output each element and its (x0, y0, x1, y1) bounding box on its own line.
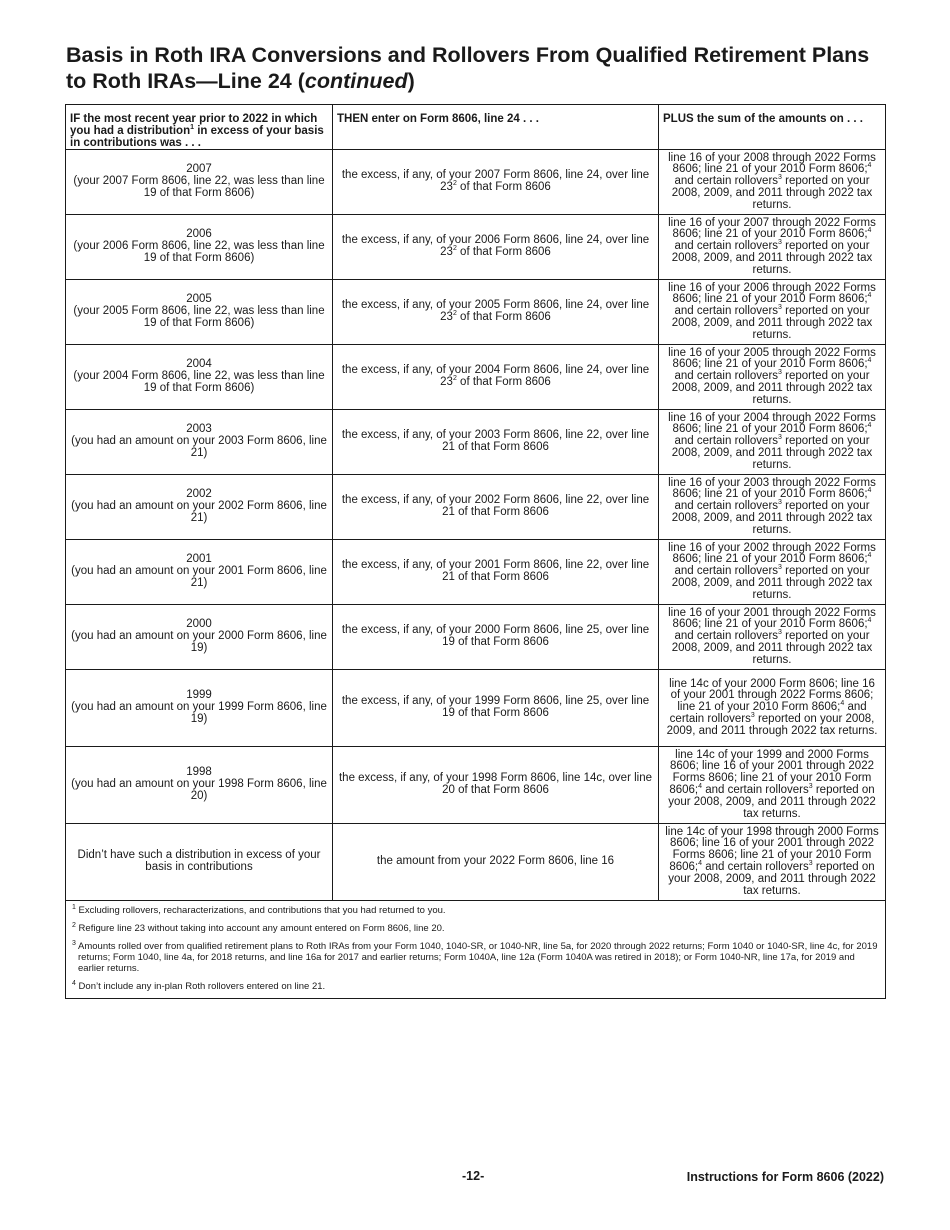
plus-text-c: reported on your 2008, 2009, and 2011 through 2022 tax returns. (666, 712, 878, 737)
plus-cell (659, 670, 886, 747)
condition-text: (you had an amount on your 1999 Form 8606, line 19) (71, 701, 327, 725)
plus-text-b: and certain rollovers (702, 784, 809, 796)
plus-text-b: and certain rollovers (674, 630, 779, 643)
header-if-text-a: IF the most recent year prior to 2022 in which you had a distribution (70, 113, 318, 137)
page-title (66, 42, 896, 94)
plus-text-a: line 16 of your 2008 through 2022 Forms 8606; line 21 of your 2010 Form 8606; (668, 151, 876, 176)
plus-text-b: and certain rollovers (669, 701, 867, 725)
plus-text-b: and certain rollovers (674, 240, 779, 253)
table-row (66, 280, 886, 345)
header-plus-column: PLUS the sum of the amounts on . . . (659, 105, 886, 150)
header-if-column (66, 105, 333, 150)
then-cell (333, 670, 659, 747)
plus-text-b: and certain rollovers (702, 861, 809, 873)
condition-text: (you had an amount on your 2002 Form 8606, line 21) (71, 500, 327, 524)
table-header-row (66, 105, 886, 150)
footnote-ref: 3 (778, 499, 782, 507)
then-cell (333, 475, 659, 540)
plus-cell (659, 824, 886, 901)
plus-cell (659, 605, 886, 670)
title-line1: Basis in Roth IRA Conversions and Rollovers From Qualified Retirement Plans (66, 43, 870, 67)
footnote-text: Refigure line 23 without taking into account any amount entered on Form 8606, line 20. (75, 923, 445, 934)
title-line2-italic: continued (304, 69, 408, 93)
year: 2002 (186, 488, 212, 501)
condition-text: (you had an amount on your 2003 Form 8606, line 21) (71, 435, 327, 459)
year: 2001 (186, 553, 212, 566)
if-cell (66, 670, 333, 747)
footnote-ref: 4 (867, 422, 872, 430)
if-cell (66, 345, 333, 410)
footnote-ref: 2 (452, 245, 457, 253)
table-row (66, 824, 886, 901)
footnote-ref: 2 (452, 375, 457, 383)
then-text-b: of that Form 8606 (456, 311, 551, 323)
then-text-b: of that Form 8606 (456, 181, 551, 193)
plus-text-c: reported on your 2008, 2009, and 2011 through 2022 tax returns. (671, 565, 873, 601)
condition-text: (your 2005 Form 8606, line 22, was less than line 19 of that Form 8606) (73, 305, 325, 329)
footnote (72, 981, 879, 992)
if-cell (66, 410, 333, 475)
if-cell (66, 747, 333, 824)
plus-text-c: reported on your 2008, 2009, and 2011 through 2022 tax returns. (671, 630, 873, 666)
footnote-number: 1 (72, 903, 76, 911)
plus-text-a: line 16 of your 2001 through 2022 Forms 8606; line 21 of your 2010 Form 8606; (668, 606, 876, 631)
plus-text-a: line 16 of your 2002 through 2022 Forms 8606; line 21 of your 2010 Form 8606; (668, 541, 876, 566)
plus-text-c: reported on your 2008, 2009, and 2011 through 2022 tax returns. (671, 305, 873, 341)
plus-text-c: reported on your 2008, 2009, and 2011 through 2022 tax returns. (668, 861, 876, 897)
footnote-ref: 3 (778, 174, 782, 182)
plus-text-c: reported on your 2008, 2009, and 2011 through 2022 tax returns. (671, 500, 873, 536)
footnote-text: Excluding rollovers, recharacterizations, and contributions that you had returned to you. (75, 905, 446, 916)
year: 2007 (186, 163, 212, 176)
plus-cell (659, 150, 886, 215)
footnote-ref: 3 (778, 564, 782, 572)
plus-cell (659, 540, 886, 605)
plus-text-a: line 16 of your 2005 through 2022 Forms 8606; line 21 of your 2010 Form 8606; (668, 346, 876, 371)
then-cell (333, 215, 659, 280)
year: 2000 (186, 618, 212, 631)
footnote-ref: 4 (867, 552, 872, 560)
year: 2006 (186, 228, 212, 241)
table-row (66, 670, 886, 747)
footnote-ref: 4 (867, 292, 872, 300)
then-text: the excess, if any, of your 2006 Form 8606, line 24, over line 23 (341, 234, 650, 258)
footnote-text: Don’t include any in-plan Roth rollovers entered on line 21. (75, 981, 326, 992)
footnote-ref: 2 (452, 180, 457, 188)
then-text-b: of that Form 8606 (456, 376, 551, 388)
page-number: -12- (462, 1169, 485, 1183)
footnote-ref: 3 (778, 239, 782, 247)
then-cell (333, 345, 659, 410)
condition-text: Didn’t have such a distribution in excess of your basis in contributions (77, 849, 321, 873)
then-text: the excess, if any, of your 2000 Form 8606, line 25, over line 19 of that Form 8606 (341, 624, 650, 648)
footnote-ref: 4 (867, 617, 872, 625)
then-text: the excess, if any, of your 1998 Form 8606, line 14c, over line 20 of that Form 8606 (338, 772, 652, 796)
plus-text-c: reported on your 2008, 2009, and 2011 through 2022 tax returns. (671, 370, 873, 406)
condition-text: (your 2007 Form 8606, line 22, was less than line 19 of that Form 8606) (73, 175, 325, 199)
if-cell (66, 824, 333, 901)
plus-text-c: reported on your 2008, 2009, and 2011 through 2022 tax returns. (671, 435, 873, 471)
then-text: the excess, if any, of your 2007 Form 8606, line 24, over line 23 (341, 169, 650, 193)
footnote-ref: 4 (698, 860, 702, 868)
footnote (72, 905, 879, 916)
if-cell (66, 150, 333, 215)
year: 1999 (186, 689, 212, 702)
footnote-ref: 3 (808, 860, 813, 868)
footnote-ref: 4 (867, 227, 872, 235)
plus-cell (659, 475, 886, 540)
table-row (66, 540, 886, 605)
then-text: the excess, if any, of your 2002 Form 8606, line 22, over line 21 of that Form 8606 (341, 494, 650, 518)
header-then-column: THEN enter on Form 8606, line 24 . . . (333, 105, 659, 150)
table-row (66, 345, 886, 410)
plus-text-b: and certain rollovers (674, 305, 779, 318)
then-cell (333, 280, 659, 345)
year: 1998 (186, 766, 212, 779)
plus-cell (659, 345, 886, 410)
footnotes (66, 901, 886, 999)
table-row (66, 747, 886, 824)
title-line2-suffix: ) (407, 69, 415, 93)
table-row (66, 605, 886, 670)
plus-text-a: line 16 of your 2006 through 2022 Forms 8606; line 21 of your 2010 Form 8606; (668, 281, 876, 306)
year: 2005 (186, 293, 212, 306)
footnote-ref: 3 (808, 783, 813, 791)
title-line2-prefix: to Roth IRAs—Line 24 ( (66, 69, 305, 93)
header-if-text-b: in excess of your basis in contributions was . . . (70, 125, 324, 149)
plus-text-b: and certain rollovers (674, 565, 779, 578)
plus-text-b: and certain rollovers (674, 370, 779, 383)
then-text: the excess, if any, of your 2004 Form 8606, line 24, over line 23 (341, 364, 650, 388)
then-cell (333, 824, 659, 901)
footnote-ref: 1 (190, 124, 195, 132)
plus-text-a: line 14c of your 2000 Form 8606; line 16 of your 2001 through 2022 Forms 8606; line 21 of your 2010 Form 8606; (669, 677, 875, 714)
table-row (66, 215, 886, 280)
plus-cell (659, 280, 886, 345)
footnote-number: 3 (72, 939, 76, 947)
footnote-ref: 4 (867, 487, 872, 495)
footnote-ref: 4 (867, 357, 872, 365)
plus-text-c: reported on your 2008, 2009, and 2011 through 2022 tax returns. (671, 240, 873, 276)
then-cell (333, 410, 659, 475)
footnote-ref: 2 (452, 310, 457, 318)
year: 2003 (186, 423, 212, 436)
footnote-ref: 3 (778, 434, 782, 442)
if-cell (66, 215, 333, 280)
plus-text-a: line 14c of your 1998 through 2000 Forms 8606; line 16 of your 2001 through 2022 Forms 8606; line 21 of your 2010 Form 8606; (665, 825, 879, 873)
then-cell (333, 540, 659, 605)
footnote (72, 941, 879, 974)
footnote-ref: 4 (698, 783, 702, 791)
plus-cell (659, 747, 886, 824)
year: 2004 (186, 358, 212, 371)
footnote-ref: 4 (840, 700, 845, 708)
plus-text-b: and certain rollovers (674, 435, 779, 448)
then-cell (333, 150, 659, 215)
then-text: the excess, if any, of your 2005 Form 8606, line 24, over line 23 (341, 299, 650, 323)
plus-text-b: and certain rollovers (674, 500, 779, 513)
then-text: the amount from your 2022 Form 8606, line 16 (376, 855, 615, 868)
plus-text-a: line 14c of your 1999 and 2000 Forms 8606; line 16 of your 2001 through 2022 Forms 8606; line 21 of your 2010 Form 8606; (669, 748, 874, 796)
plus-cell (659, 215, 886, 280)
footer-doc-title: Instructions for Form 8606 (2022) (686, 1170, 884, 1184)
plus-text-c: reported on your 2008, 2009, and 2011 through 2022 tax returns. (671, 175, 873, 211)
table-row (66, 410, 886, 475)
footnotes-row (66, 901, 886, 999)
footnote-number: 2 (72, 921, 76, 929)
footnote-number: 4 (72, 979, 76, 987)
footnote-text: Amounts rolled over from qualified retirement plans to Roth IRAs from your Form 1040, 1040-SR, or 1040-NR, line 5a, for 2020 through 2022 returns; Form 1040 or 1040-SR, line 4c, for 2019 returns; Form 1040, line 4a, for 2018 returns, and line 16a for 2017 and earlier returns; Form 1040A, line 12a (Form 1040A was retired in 2018); or Form 1040-NR, line 17a, for 2019 and earlier returns. (75, 941, 878, 974)
plus-text-a: line 16 of your 2004 through 2022 Forms 8606; line 21 of your 2010 Form 8606; (668, 411, 876, 436)
condition-text: (you had an amount on your 2001 Form 8606, line 21) (71, 565, 327, 589)
plus-text-a: line 16 of your 2007 through 2022 Forms 8606; line 21 of your 2010 Form 8606; (668, 216, 876, 241)
then-text: the excess, if any, of your 1999 Form 8606, line 25, over line 19 of that Form 8606 (341, 695, 650, 719)
if-cell (66, 605, 333, 670)
then-text: the excess, if any, of your 2001 Form 8606, line 22, over line 21 of that Form 8606 (341, 559, 650, 583)
then-cell (333, 605, 659, 670)
then-cell (333, 747, 659, 824)
plus-text-a: line 16 of your 2003 through 2022 Forms 8606; line 21 of your 2010 Form 8606; (668, 476, 876, 501)
if-cell (66, 540, 333, 605)
condition-text: (you had an amount on your 2000 Form 8606, line 19) (71, 630, 327, 654)
condition-text: (your 2006 Form 8606, line 22, was less than line 19 of that Form 8606) (73, 240, 325, 264)
table-row (66, 150, 886, 215)
plus-text-c: reported on your 2008, 2009, and 2011 through 2022 tax returns. (668, 784, 876, 820)
footnote-ref: 3 (778, 629, 782, 637)
footnote-ref: 3 (750, 712, 755, 720)
table-row (66, 475, 886, 540)
if-cell (66, 475, 333, 540)
condition-text: (you had an amount on your 1998 Form 8606, line 20) (71, 778, 327, 802)
footnote (72, 923, 879, 934)
then-text-b: of that Form 8606 (456, 246, 551, 258)
if-cell (66, 280, 333, 345)
footnote-ref: 3 (778, 369, 782, 377)
plus-text-b: and certain rollovers (674, 175, 779, 188)
plus-cell (659, 410, 886, 475)
footnote-ref: 3 (778, 304, 782, 312)
condition-text: (your 2004 Form 8606, line 22, was less than line 19 of that Form 8606) (73, 370, 325, 394)
basis-table (65, 104, 886, 999)
footnote-ref: 4 (867, 162, 872, 170)
then-text: the excess, if any, of your 2003 Form 8606, line 22, over line 21 of that Form 8606 (341, 429, 650, 453)
